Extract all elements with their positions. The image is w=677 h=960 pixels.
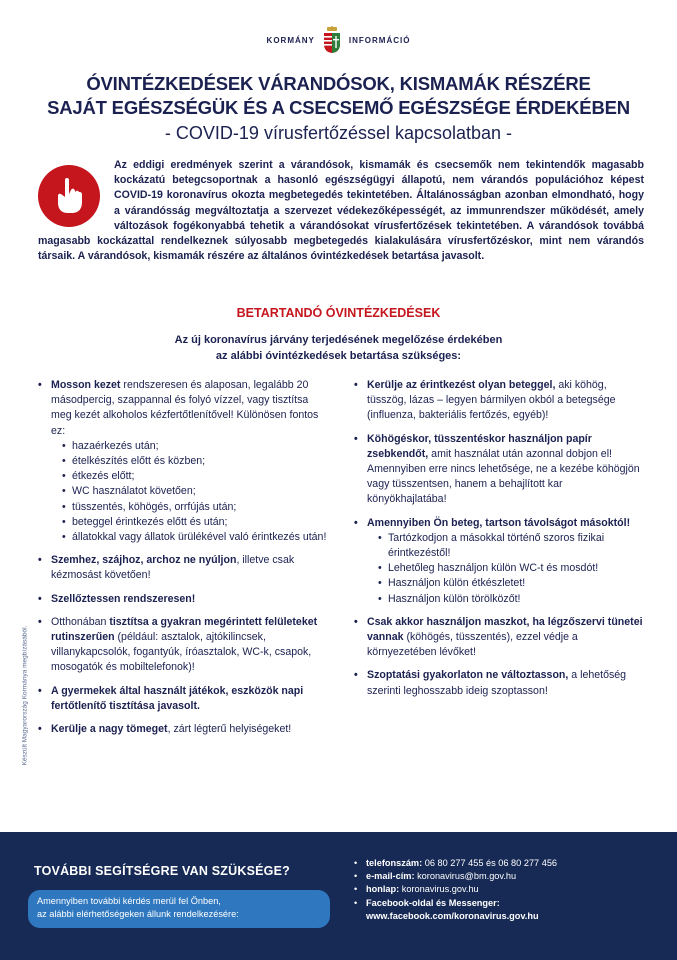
sub-list-item: • beteggel érintkezés előtt és után; — [62, 515, 330, 530]
sub-list-item: • állatokkal vagy állatok ürülékével való érintkezés után! — [62, 530, 330, 545]
sub-list-item: • hazaérkezés után; — [62, 439, 330, 454]
item-bold: Szemhez, szájhoz, archoz ne nyúljon — [51, 554, 237, 567]
contact-web — [354, 883, 654, 896]
item-text: , zárt légterű helyiségeket! — [167, 723, 292, 736]
list-item — [354, 378, 644, 424]
sub-list-item: • WC használatot követően; — [62, 484, 330, 499]
sub-list-item: • étkezés előtt; — [62, 469, 330, 484]
footer-title: TOVÁBBI SEGÍTSÉGRE VAN SZÜKSÉGE? — [34, 864, 290, 878]
item-text: (például: asztalok, ajtókilincsek, villanykapcsolók, fogantyúk, íróasztalok, WC-k, csapok, mosogatók és mobiltelefonok)! — [51, 631, 312, 674]
footer-box-line-1: Amennyiben további kérdés merül fel Önben, — [37, 896, 221, 906]
email-link[interactable]: koronavirus@bm.gov.hu — [414, 871, 517, 882]
right-column — [354, 378, 644, 707]
item-bold: Mosson kezet — [51, 379, 121, 391]
footer-info-box — [28, 890, 330, 928]
item-bold: Szoptatási gyakorlaton ne változtasson, — [367, 669, 569, 682]
item-text: a lehetőség szerinti leghosszabb ideig szoptasson! — [367, 669, 627, 697]
sub-list — [51, 439, 330, 545]
list-item — [38, 553, 330, 583]
header-right-word: INFORMÁCIÓ — [348, 35, 411, 45]
sub-list-item: • Tartózkodjon a másokkal történő szoros fizikai érintkezéstől! — [378, 531, 644, 561]
item-text: amit használat után azonnal dobjon el! Amennyiben erre nincs lehetősége, ne a kezébe köhögjön vagy tüsszentsen, hanem a behajlított kar könyökhajlatába! — [367, 447, 640, 506]
item-bold: Kerülje a nagy tömeget — [51, 723, 168, 736]
side-note-text: Készült Magyarország Kormánya megbízásából. — [21, 625, 29, 765]
section-subtitle-line-1: Az új koronavírus járvány terjedésének megelőzése érdekében — [174, 334, 503, 346]
contact-label: Facebook-oldal és Messenger: — [366, 897, 500, 908]
item-bold: Amennyiben Ön beteg, tartson távolságot másoktól! — [367, 516, 631, 529]
sub-list-item: • ételkészítés előtt és közben; — [62, 454, 330, 469]
contact-email — [354, 870, 654, 883]
footer-box-line-2: az alábbi elérhetőségeken állunk rendelkezésére: — [37, 909, 239, 919]
item-bold: Csak akkor használjon maszkot, ha légzőszervi tünetei vannak — [367, 615, 643, 644]
list-item — [354, 615, 644, 661]
item-bold: tisztítsa a gyakran megérintett felületeket rutinszerűen — [51, 615, 318, 644]
item-bold: Kerülje az érintkezést olyan beteggel, — [367, 379, 556, 391]
list-item — [38, 592, 330, 607]
contact-label: telefonszám: — [366, 858, 423, 868]
item-bold: Szellőztessen rendszeresen! — [51, 592, 196, 605]
intro-text: Az eddigi eredmények szerint a várandósok, kismamák és csecsemők nem tekintendők magasabb kockázatú betegcsoportnak a hasonló egészségügyi állapotú, nem várandós populációhoz képest COVID-19 koronavírus okozta megbetegedés tekintetében. Általánosságban azonban elmondható, hogy a várandósság megváltoztatja a szervezet védekezőképességét, az immunrendszer működését, amely változások fogékonyabbá tehetik a várandósokat vírusfertőzések tekintetében. A várandósok továbbá magasabb kockázattal rendelkeznek súlyosabb megbetegedés kialakulására vírusfertőzéskor, mint nem várandós társaik. A várandósok, kismamák részére az általános óvintézkedések betartása javasolt. — [38, 159, 644, 263]
contact-facebook — [354, 897, 654, 923]
sub-list — [367, 531, 644, 607]
item-bold: A gyermekek által használt játékok, eszközök napi fertőtlenítő tisztítása javasolt. — [51, 684, 304, 712]
sub-list-item: • Használjon külön törölközőt! — [378, 592, 644, 607]
footer — [0, 832, 677, 960]
left-column — [38, 378, 330, 745]
title-line-2: SAJÁT EGÉSZSÉGÜK ÉS A CSECSEMŐ EGÉSZSÉGE ÉRDEKÉBEN — [47, 97, 630, 118]
hungarian-crest-icon — [321, 25, 343, 55]
sub-list-item: • Lehetőleg használjon külön WC-t és mosdót! — [378, 561, 644, 576]
section-subtitle — [0, 332, 677, 364]
item-bold: Köhögéskor, tüsszentéskor használjon papír zsebkendőt, — [367, 432, 592, 460]
item-text: , illetve csak kézmosást követően! — [51, 554, 295, 582]
header-left-word: KORMÁNY — [266, 35, 315, 45]
sub-list-item: • tüsszentés, köhögés, orrfújás után; — [62, 500, 330, 515]
list-item — [354, 432, 644, 508]
item-text: rendszeresen és alaposan, legalább 20 másodpercig, szappannal és folyó vízzel, vagy tisztítsa meg kezét alkoholos kézfertőtlenítővel! Különösen fontos ez: — [51, 379, 319, 437]
title-line-3: - COVID-19 vírusfertőzéssel kapcsolatban - — [164, 123, 513, 143]
contact-phone — [354, 857, 654, 870]
list-item — [38, 615, 330, 676]
side-note — [18, 590, 32, 800]
contact-label: honlap: — [366, 884, 400, 895]
phone-value[interactable]: 06 80 277 455 és 06 80 277 456 — [422, 858, 558, 868]
footer-contact-list — [354, 857, 654, 923]
header — [0, 22, 677, 58]
web-link[interactable]: koronavirus.gov.hu — [399, 884, 479, 895]
contact-label: e-mail-cím: — [366, 871, 415, 882]
list-item — [38, 684, 330, 714]
title-line-1: ÓVINTÉZKEDÉSEK VÁRANDÓSOK, KISMAMÁK RÉSZÉRE — [86, 73, 591, 94]
facebook-link[interactable]: www.facebook.com/koronavirus.gov.hu — [366, 910, 539, 921]
list-item — [38, 722, 330, 737]
sub-list-item: • Használjon külön étkészletet! — [378, 576, 644, 591]
list-item — [354, 516, 644, 607]
item-text: Otthonában — [51, 615, 110, 628]
section-title: BETARTANDÓ ÓVINTÉZKEDÉSEK — [236, 306, 441, 320]
page-title — [0, 72, 677, 145]
list-item — [354, 668, 644, 698]
list-item — [38, 378, 330, 545]
item-text: aki köhög, tüsszög, lázas – legyen bármilyen okból a betegsége (influenza, bakteriális fertőzés, egyéb)! — [367, 379, 616, 422]
item-text: (köhögés, tüsszentés), ezzel védje a környezetében lévőket! — [367, 631, 578, 659]
intro-paragraph — [38, 158, 644, 264]
section-subtitle-line-2: az alábbi óvintézkedések betartása szükséges: — [215, 350, 462, 362]
